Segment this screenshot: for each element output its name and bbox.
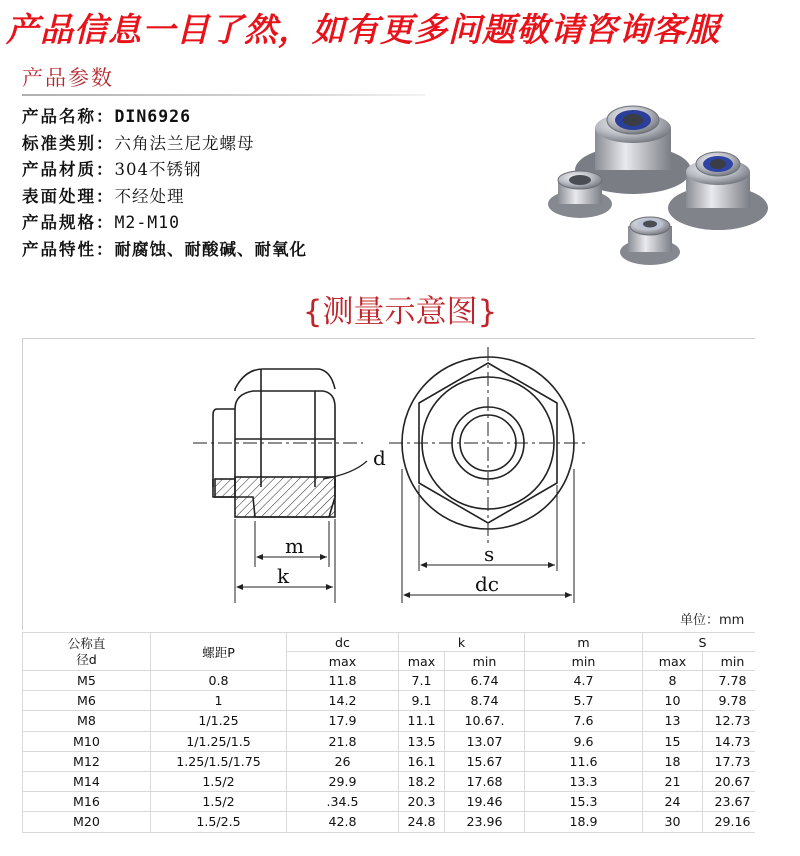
table-cell: 1.5/2 <box>151 771 287 791</box>
table-cell: M16 <box>23 792 151 812</box>
subheader-k-min: min <box>445 652 525 671</box>
table-cell: 18.2 <box>399 771 445 791</box>
param-value: 304不锈钢 <box>114 160 202 179</box>
table-cell: 13.07 <box>445 731 525 751</box>
table-cell: 13.5 <box>399 731 445 751</box>
table-cell: 14.2 <box>287 691 399 711</box>
table-cell: 13.3 <box>525 771 643 791</box>
header-pitch: 螺距P <box>151 633 287 671</box>
table-right-crop <box>755 630 800 856</box>
section-title: 产品参数 <box>22 66 114 90</box>
table-cell: 1.5/2 <box>151 792 287 812</box>
param-row-category <box>22 131 482 158</box>
table-cell: 23.67 <box>703 792 763 812</box>
table-cell: 8 <box>643 671 703 691</box>
table-cell: M20 <box>23 812 151 832</box>
param-key: 表面处理： <box>22 186 115 206</box>
table-cell: 21 <box>643 771 703 791</box>
header-s: S <box>643 633 763 652</box>
table-cell: 26 <box>287 751 399 771</box>
table-cell: 7.6 <box>525 711 643 731</box>
header-k: k <box>399 633 525 652</box>
table-cell: 12.73 <box>703 711 763 731</box>
param-value: 耐腐蚀、耐酸碱、耐氧化 <box>114 239 307 259</box>
table-cell: 42.8 <box>287 812 399 832</box>
table-cell: 23.96 <box>445 812 525 832</box>
label-dc: dc <box>475 572 500 596</box>
table-row <box>23 792 763 812</box>
table-cell: 15.67 <box>445 751 525 771</box>
banner-text: 产品信息一目了然，如有更多问题敬请咨询客服 <box>6 10 720 49</box>
table-cell: 9.6 <box>525 731 643 751</box>
table-cell: 24 <box>643 792 703 812</box>
table-cell: 13 <box>643 711 703 731</box>
table-cell: 29.16 <box>703 812 763 832</box>
table-cell: 19.46 <box>445 792 525 812</box>
table-cell: 9.1 <box>399 691 445 711</box>
table-cell: 9.78 <box>703 691 763 711</box>
table-cell: M8 <box>23 711 151 731</box>
subheader-s-max: max <box>643 652 703 671</box>
table-row <box>23 691 763 711</box>
table-cell: 24.8 <box>399 812 445 832</box>
parameter-list <box>22 104 482 263</box>
label-k: k <box>277 564 290 588</box>
table-cell: 16.1 <box>399 751 445 771</box>
header-m: m <box>525 633 643 652</box>
header-nominal: 公称直 径d <box>23 633 151 671</box>
param-value: 不经处理 <box>114 186 185 206</box>
measurement-diagram-svg <box>23 339 756 631</box>
small-nut-image <box>620 217 680 265</box>
table-cell: 7.1 <box>399 671 445 691</box>
product-photo <box>540 88 790 284</box>
table-cell: M12 <box>23 751 151 771</box>
subheader-dc-max: max <box>287 652 399 671</box>
table-row <box>23 771 763 791</box>
label-s: s <box>484 542 495 566</box>
table-cell: M14 <box>23 771 151 791</box>
subheader-k-max: max <box>399 652 445 671</box>
table-body <box>23 671 763 833</box>
table-cell: 10.67. <box>445 711 525 731</box>
param-value: DIN6926 <box>114 107 192 126</box>
table-cell: 17.73 <box>703 751 763 771</box>
table-cell: 1/1.25 <box>151 711 287 731</box>
table-row <box>23 711 763 731</box>
table-cell: M6 <box>23 691 151 711</box>
measurement-diagram <box>22 338 755 630</box>
param-value: 六角法兰尼龙螺母 <box>114 133 255 153</box>
param-key: 产品特性： <box>22 239 115 259</box>
table-cell: 11.6 <box>525 751 643 771</box>
param-key: 产品名称： <box>22 107 115 126</box>
table-cell: 1.25/1.5/1.75 <box>151 751 287 771</box>
table-cell: 10 <box>643 691 703 711</box>
table-cell: 7.78 <box>703 671 763 691</box>
param-value: M2-M10 <box>114 213 181 232</box>
table-cell: M10 <box>23 731 151 751</box>
table-cell: 11.8 <box>287 671 399 691</box>
param-key: 产品材质： <box>22 160 115 179</box>
param-row-feature <box>22 237 482 264</box>
table-cell: .34.5 <box>287 792 399 812</box>
table-cell: 29.9 <box>287 771 399 791</box>
subheader-s-min: min <box>703 652 763 671</box>
section-divider <box>22 94 426 96</box>
table-header-row <box>23 633 763 652</box>
spec-table <box>22 632 763 833</box>
table-cell: 1 <box>151 691 287 711</box>
table-cell: 20.67 <box>703 771 763 791</box>
subheader-m-min: min <box>525 652 643 671</box>
table-cell: 20.3 <box>399 792 445 812</box>
table-cell: 21.8 <box>287 731 399 751</box>
table-cell: 4.7 <box>525 671 643 691</box>
param-key: 标准类别： <box>22 133 115 153</box>
table-cell: M5 <box>23 671 151 691</box>
param-key: 产品规格： <box>22 213 115 232</box>
table-cell: 5.7 <box>525 691 643 711</box>
label-d: d <box>373 446 386 470</box>
table-cell: 17.68 <box>445 771 525 791</box>
table-row <box>23 671 763 691</box>
table-cell: 8.74 <box>445 691 525 711</box>
table-cell: 15 <box>643 731 703 751</box>
table-cell: 30 <box>643 812 703 832</box>
param-row-name <box>22 104 482 131</box>
header-dc: dc <box>287 633 399 652</box>
table-cell: 0.8 <box>151 671 287 691</box>
table-cell: 17.9 <box>287 711 399 731</box>
table-cell: 14.73 <box>703 731 763 751</box>
table-cell: 1/1.25/1.5 <box>151 731 287 751</box>
table-cell: 18.9 <box>525 812 643 832</box>
param-row-material <box>22 157 482 184</box>
table-cell: 6.74 <box>445 671 525 691</box>
param-row-surface <box>22 184 482 211</box>
diagram-title: {测量示意图} <box>302 294 498 330</box>
table-row <box>23 731 763 751</box>
table-cell: 1.5/2.5 <box>151 812 287 832</box>
table-row <box>23 751 763 771</box>
table-cell: 11.1 <box>399 711 445 731</box>
label-m: m <box>285 534 304 558</box>
table-cell: 18 <box>643 751 703 771</box>
table-cell: 15.3 <box>525 792 643 812</box>
table-row <box>23 812 763 832</box>
param-row-spec <box>22 210 482 237</box>
unit-label: 单位：mm <box>680 613 745 628</box>
